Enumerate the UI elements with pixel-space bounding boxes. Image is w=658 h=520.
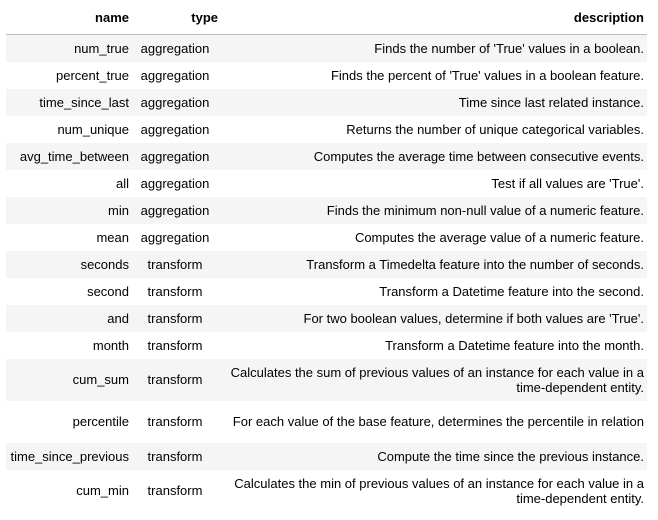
cell-type: transform (147, 414, 203, 429)
cell-name: time_since_last (39, 94, 129, 110)
header-description: description (218, 0, 647, 35)
cell-type: aggregation (140, 148, 210, 164)
cell-name: percent_true (56, 67, 129, 83)
cell-description: Finds the number of 'True' values in a boolean. (374, 40, 644, 56)
cell-type: transform (147, 372, 203, 387)
cell-description: Transform a Timedelta feature into the number of seconds. (306, 256, 644, 272)
primitives-table (6, 0, 647, 512)
cell-type: aggregation (140, 40, 210, 56)
cell-description: For each value of the base feature, determines the percentile in relation (232, 414, 644, 429)
cell-name: cum_sum (72, 372, 129, 387)
cell-type: aggregation (140, 175, 210, 191)
header-name: name (6, 0, 132, 35)
cell-name: avg_time_between (19, 148, 129, 164)
cell-name: and (107, 310, 129, 326)
table-row (6, 305, 647, 332)
cell-name: min (108, 202, 129, 218)
table-row (6, 224, 647, 251)
cell-description: Transform a Datetime feature into the month. (385, 337, 644, 353)
table-row (6, 359, 647, 401)
table-row (6, 170, 647, 197)
cell-description: Calculates the sum of previous values of an instance for each value in a time-dependent entity. (230, 364, 644, 395)
cell-name: second (87, 283, 129, 299)
cell-name: mean (96, 229, 129, 245)
cell-type: transform (147, 448, 203, 464)
cell-name: cum_min (76, 483, 129, 498)
table-body (6, 35, 647, 512)
cell-description: Compute the time since the previous instance. (377, 448, 644, 464)
table-row (6, 332, 647, 359)
table-row (6, 197, 647, 224)
table-row (6, 143, 647, 170)
cell-name: percentile (72, 414, 129, 429)
cell-description: Computes the average time between consecutive events. (313, 148, 644, 164)
cell-type: transform (147, 310, 203, 326)
header-type: type (132, 0, 218, 35)
table-row (6, 251, 647, 278)
table-row (6, 443, 647, 470)
cell-type: aggregation (140, 67, 210, 83)
cell-description: Returns the number of unique categorical variables. (346, 121, 644, 137)
table-row (6, 116, 647, 143)
table-row (6, 401, 647, 443)
table-row (6, 89, 647, 116)
cell-description: For two boolean values, determine if both values are 'True'. (303, 310, 644, 326)
table-row (6, 470, 647, 512)
cell-name: num_true (74, 40, 129, 56)
table-header (6, 0, 647, 35)
cell-description: Transform a Datetime feature into the second. (379, 283, 644, 299)
cell-type: aggregation (140, 94, 210, 110)
table-row (6, 62, 647, 89)
cell-name: seconds (80, 256, 129, 272)
cell-name: month (92, 337, 129, 353)
cell-name: num_unique (57, 121, 129, 137)
table-row (6, 35, 647, 62)
header-row (6, 0, 647, 35)
cell-type: aggregation (140, 202, 210, 218)
cell-description: Computes the average value of a numeric feature. (354, 229, 644, 245)
cell-description: Test if all values are 'True'. (491, 175, 644, 191)
cell-type: transform (147, 337, 203, 353)
cell-description: Finds the minimum non-null value of a numeric feature. (326, 202, 644, 218)
cell-name: all (115, 175, 129, 191)
cell-type: aggregation (140, 121, 210, 137)
cell-type: transform (147, 483, 203, 498)
cell-description: Finds the percent of 'True' values in a boolean feature. (330, 67, 644, 83)
cell-description: Time since last related instance. (458, 94, 644, 110)
cell-name: time_since_previous (10, 448, 129, 464)
cell-description: Calculates the min of previous values of an instance for each value in a time-dependent entity. (234, 475, 644, 506)
table-row (6, 278, 647, 305)
cell-type: aggregation (140, 229, 210, 245)
cell-type: transform (147, 283, 203, 299)
cell-type: transform (147, 256, 203, 272)
